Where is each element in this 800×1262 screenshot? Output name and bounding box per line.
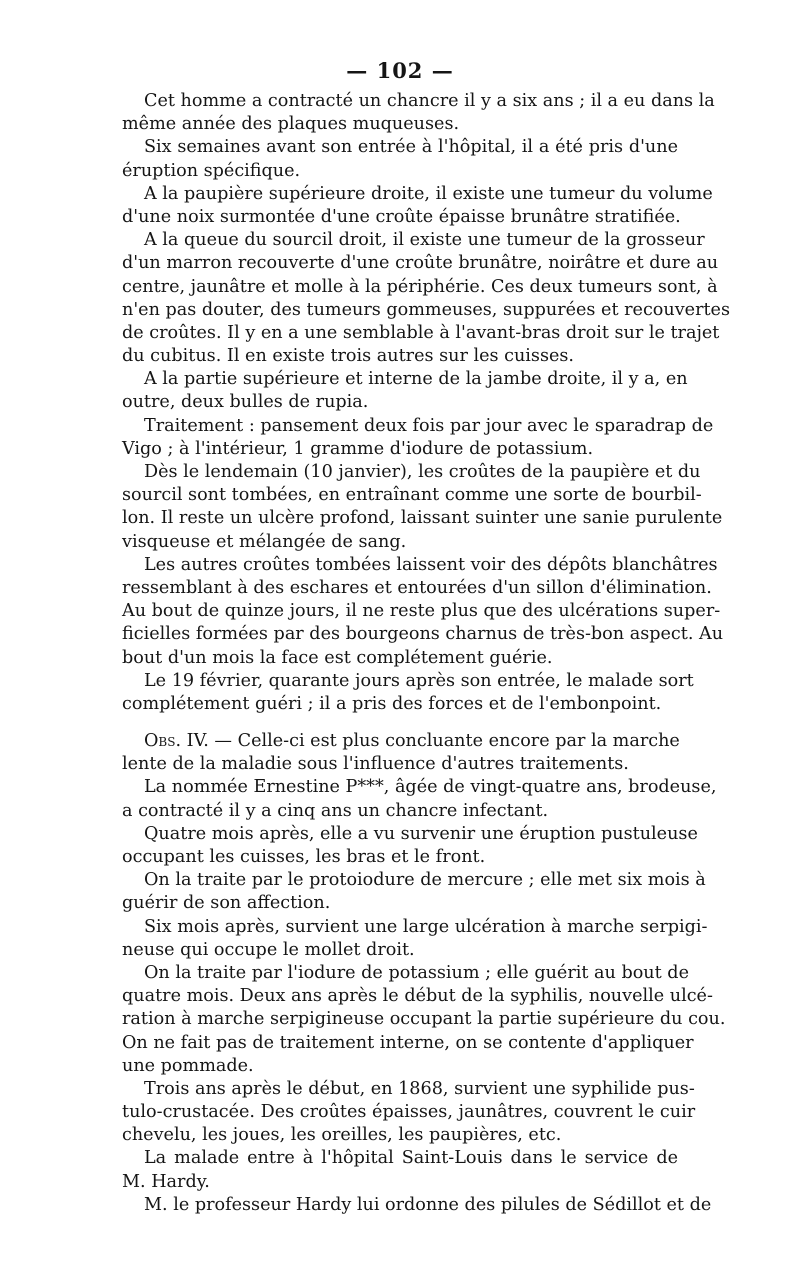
text-line: ficielles formées par des bourgeons charnus de très-bon aspect. Au [122,624,724,645]
paragraph [122,962,726,1078]
text-line: a contracté il y a cinq ans un chancre infectant. [122,800,549,821]
text-line: On ne fait pas de traitement interne, on se contente d'appliquer [122,1032,694,1053]
text-line: occupant les cuisses, les bras et le front. [122,847,486,867]
text-line: lente de la maladie sous l'influence d'autres traitements. [122,754,629,775]
text-line: ressemblant à des eschares et entourées d'un sillon d'élimination. [122,577,712,598]
paragraph [122,229,730,368]
text-line: Vigo ; à l'intérieur, 1 gramme d'iodure de potassium. [122,438,594,459]
paragraph [122,90,715,136]
text-line: quatre mois. Deux ans après le début de la syphilis, nouvelle ulcé- [122,986,713,1007]
text-line: On la traite par le protoiodure de mercure ; elle met six mois à [144,870,706,891]
text-line: lon. Il reste un ulcère profond, laissant suinter une sanie purulente [122,508,723,529]
paragraph [122,916,708,962]
page-number: — 102 — [346,58,454,83]
text-line: Au bout de quinze jours, il ne reste plus que des ulcérations super- [122,601,721,622]
paragraph [122,183,713,229]
text-line: d'un marron recouverte d'une croûte brunâtre, noirâtre et dure au [122,253,719,274]
text-line: chevelu, les joues, les oreilles, les paupières, etc. [122,1125,562,1146]
paragraph [122,554,724,670]
text-line: Quatre mois après, elle a vu survenir une éruption pustuleuse [144,823,698,844]
text-line: Trois ans après le début, en 1868, survient une syphilide pus- [144,1078,695,1099]
paragraph [122,136,678,182]
section-gap [122,716,678,730]
text-line: Six semaines avant son entrée à l'hôpital, il a été pris d'une [144,137,678,158]
text-line: du cubitus. Il en existe trois autres sur les cuisses. [122,346,575,367]
text-line [122,730,678,753]
text-line: tulo-crustacée. Des croûtes épaisses, jaunâtres, couvrent le cuir [122,1102,696,1123]
paragraph [122,461,723,554]
text-line: On la traite par l'iodure de potassium ; elle guérit au bout de [144,962,689,983]
text-line: de croûtes. Il y en a une semblable à l'avant-bras droit sur le trajet [122,322,720,343]
paragraph [122,1147,678,1193]
text-line: guérir de son affection. [122,893,331,914]
text-line: n'en pas douter, des tumeurs gommeuses, suppurées et recouvertes [122,299,730,320]
paragraph [122,776,717,822]
text-fragment: — Celle-ci est plus concluante encore par la marche [208,731,680,752]
text-line: Dès le lendemain (10 janvier), les croûtes de la paupière et du [144,462,701,482]
observation-paragraph [122,730,678,776]
body-text [122,90,730,1217]
text-line: centre, jaunâtre et molle à la périphérie. Ces deux tumeurs sont, à [122,276,718,297]
text-line: visqueuse et mélangée de sang. [122,531,407,552]
text-line: Traitement : pansement deux fois par jour avec le sparadrap de [144,415,714,436]
paragraph [122,368,688,414]
text-line: d'une noix surmontée d'une croûte épaisse brunâtre stratifiée. [122,206,681,227]
text-line: une pommade. [122,1055,254,1076]
paragraph [122,670,694,716]
text-line: A la partie supérieure et interne de la jambe droite, il y a, en [144,369,688,390]
text-line: Cet homme a contracté un chancre il y a six ans ; il a eu dans la [144,91,715,111]
text-line: M. Hardy. [122,1171,210,1192]
text-line: A la queue du sourcil droit, il existe une tumeur de la grosseur [144,230,705,251]
paragraph [122,415,714,461]
text-line: A la paupière supérieure droite, il existe une tumeur du volume [144,183,713,204]
text-line: M. le professeur Hardy lui ordonne des pilules de Sédillot et de [144,1194,712,1215]
text-line: neuse qui occupe le mollet droit. [122,939,415,960]
observation-label: Obs. IV. [144,731,209,752]
paragraph [122,1078,696,1148]
text-line: même année des plaques muqueuses. [122,114,460,135]
text-line: Les autres croûtes tombées laissent voir des dépôts blanchâtres [144,554,718,575]
text-line: Six mois après, survient une large ulcération à marche serpigi- [144,916,708,937]
text-line: sourcil sont tombées, en entraînant comme une sorte de bourbil- [122,485,702,506]
paragraph [122,1194,712,1217]
text-line: La malade entre à l'hôpital Saint-Louis dans le service de [144,1148,678,1169]
text-line: bout d'un mois la face est complétement guérie. [122,647,553,668]
paragraph [122,869,706,915]
text-line: complétement guéri ; il a pris des forces et de l'embonpoint. [122,693,662,714]
text-line: éruption spécifique. [122,160,301,181]
text-line: ration à marche serpigineuse occupant la partie supérieure du cou. [122,1009,726,1030]
text-line: Le 19 février, quarante jours après son entrée, le malade sort [144,670,694,691]
text-line: outre, deux bulles de rupia. [122,392,369,413]
paragraph [122,823,698,869]
text-line: La nommée Ernestine P***, âgée de vingt-quatre ans, brodeuse, [144,777,717,798]
